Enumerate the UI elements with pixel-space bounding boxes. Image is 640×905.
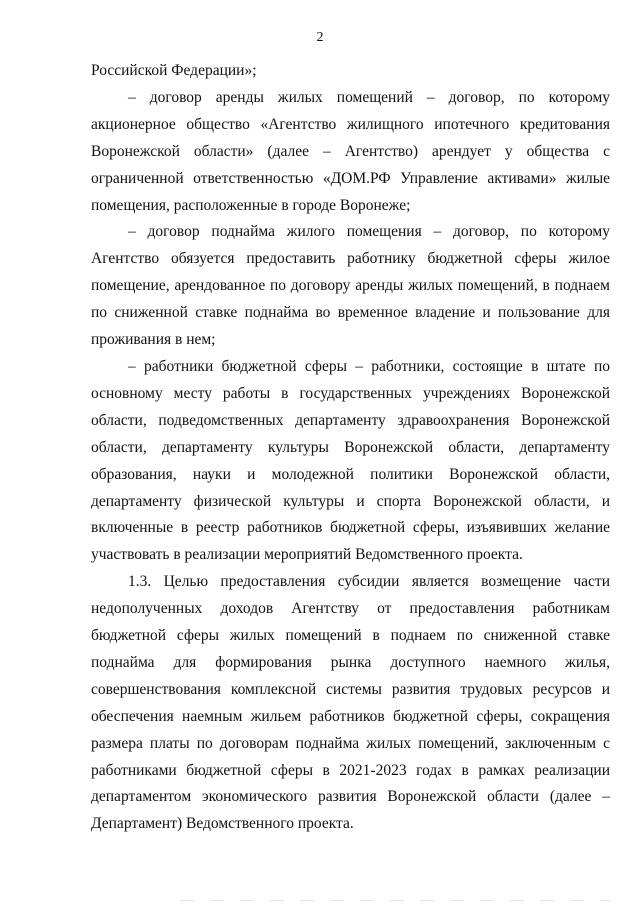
document-body [91,58,610,838]
scan-artifact-line [180,900,610,901]
paragraph-lease-agreement: – договор аренды жилых помещений – договор, по которому акционерное общество «Агентство жилищного ипотечного кредитования Воронежской области» (далее – Агентство) арендует у общества с ограниченной ответственностью «ДОМ.РФ Управление активами» жилые помещения, расположенные в городе Воронеже; [91,88,610,214]
paragraph-sublease-agreement: – договор поднайма жилого помещения – договор, по которому Агентство обязуется предоставить работнику бюджетной сферы жилое помещение, арендованное по договору аренды жилых помещений, в поднаем по сниженной ставке поднайма во временное владение и пользование для проживания в нем; [91,223,610,349]
paragraph-continuation: Российской Федерации»; [91,62,257,79]
paragraph-section-1-3: 1.3. Целью предоставления субсидии является возмещение части недополученных доходов Агентству от предоставления работникам бюджетной сферы жилых помещений в поднаем по сниженной ставке поднайма для формирования рынка доступного наемного жилья, совершенствования комплексной системы развития трудовых ресурсов и обеспечения наемным жильем работников бюджетной сферы, сокращения размера платы по договорам поднайма жилых помещений, заключенным с работниками бюджетной сферы в 2021-2023 годах в рамках реализации департаментом экономического развития Воронежской области (далее – Департамент) Ведомственного проекта. [91,573,610,833]
paragraph-public-sector-workers: – работники бюджетной сферы – работники, состоящие в штате по основному месту работы в государственных учреждениях Воронежской области, подведомственных департаменту здравоохранения Воронежской области, департаменту культуры Воронежской области, департаменту образования, науки и молодежной политики Воронежской области, департаменту физической культуры и спорта Воронежской области, и включенные в реестр работников бюджетной сферы, изъявивших желание участвовать в реализации мероприятий Ведомственного проекта. [91,357,610,564]
page-number: 2 [316,30,324,45]
